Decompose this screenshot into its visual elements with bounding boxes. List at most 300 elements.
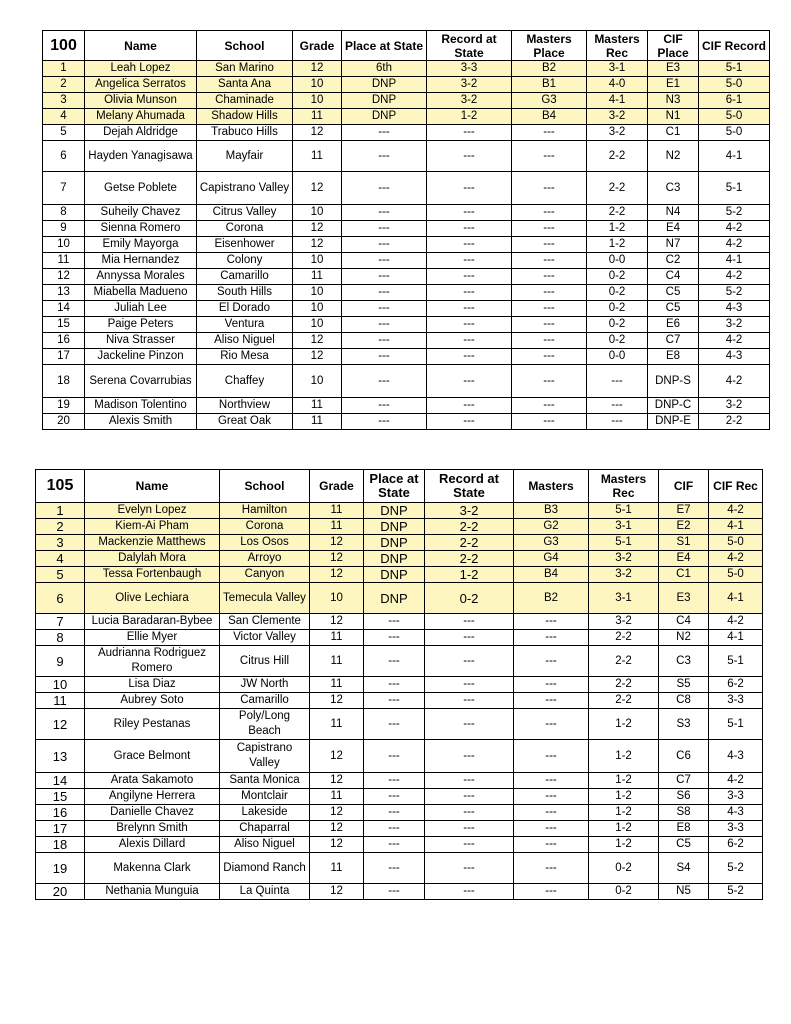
state-record-cell: --- — [425, 630, 514, 646]
wrestler-name: Olive Lechiara — [85, 583, 220, 614]
state-place-cell: --- — [364, 740, 425, 773]
school-name: Aliso Niguel — [197, 333, 293, 349]
cif-record-cell: 3-3 — [709, 693, 763, 709]
rank-cell: 13 — [36, 740, 85, 773]
masters-place-cell: --- — [514, 884, 589, 900]
masters-place-cell: --- — [512, 333, 587, 349]
wrestler-name: Sienna Romero — [85, 221, 197, 237]
rank-cell: 5 — [36, 567, 85, 583]
masters-place-cell: --- — [512, 301, 587, 317]
state-place-cell: DNP — [342, 77, 427, 93]
rank-cell: 16 — [43, 333, 85, 349]
header-school: School — [197, 31, 293, 61]
masters-rec-cell: 0-2 — [587, 285, 648, 301]
header-state-place: Place at State — [342, 31, 427, 61]
cif-place-cell: E8 — [659, 821, 709, 837]
masters-rec-cell: 0-2 — [587, 301, 648, 317]
school-name: Capistrano Valley — [197, 172, 293, 205]
state-record-cell: 3-2 — [425, 503, 514, 519]
state-place-cell: DNP — [342, 109, 427, 125]
rank-cell: 2 — [43, 77, 85, 93]
grade-cell: 11 — [293, 414, 342, 430]
masters-place-cell: B1 — [512, 77, 587, 93]
wrestler-name: Suheily Chavez — [85, 205, 197, 221]
header-state-place: Place at State — [364, 470, 425, 503]
grade-cell: 12 — [293, 349, 342, 365]
masters-rec-cell: 1-2 — [589, 821, 659, 837]
school-name: Capistrano Valley — [220, 740, 310, 773]
wrestler-name: Juliah Lee — [85, 301, 197, 317]
school-name: Montclair — [220, 789, 310, 805]
state-record-cell: --- — [427, 365, 512, 398]
masters-rec-cell: 1-2 — [589, 805, 659, 821]
rank-cell: 3 — [36, 535, 85, 551]
rank-cell: 13 — [43, 285, 85, 301]
cif-place-cell: C5 — [659, 837, 709, 853]
table-row — [43, 77, 770, 93]
state-place-cell: DNP — [364, 551, 425, 567]
state-place-cell: DNP — [364, 535, 425, 551]
header-masters: Masters — [514, 470, 589, 503]
masters-place-cell: --- — [514, 805, 589, 821]
masters-rec-cell: 0-2 — [587, 317, 648, 333]
rank-cell: 6 — [43, 141, 85, 172]
school-name: Santa Monica — [220, 773, 310, 789]
cif-record-cell: 5-2 — [699, 205, 770, 221]
state-place-cell: DNP — [342, 93, 427, 109]
state-place-cell: --- — [342, 285, 427, 301]
cif-record-cell: 5-1 — [699, 172, 770, 205]
cif-place-cell: C3 — [659, 646, 709, 677]
grade-cell: 11 — [293, 141, 342, 172]
cif-place-cell: E8 — [648, 349, 699, 365]
cif-place-cell: S4 — [659, 853, 709, 884]
wrestler-name: Mia Hernandez — [85, 253, 197, 269]
table-row — [36, 614, 763, 630]
grade-cell: 12 — [310, 884, 364, 900]
state-record-cell: 2-2 — [425, 551, 514, 567]
header-state-record: Record at State — [427, 31, 512, 61]
cif-place-cell: DNP-S — [648, 365, 699, 398]
cif-place-cell: S5 — [659, 677, 709, 693]
cif-place-cell: C8 — [659, 693, 709, 709]
state-record-cell: --- — [427, 301, 512, 317]
school-name: Diamond Ranch — [220, 853, 310, 884]
cif-record-cell: 5-0 — [709, 535, 763, 551]
masters-place-cell: --- — [512, 317, 587, 333]
weight-100-table — [42, 30, 770, 430]
cif-record-cell: 4-3 — [709, 805, 763, 821]
school-name: Poly/Long Beach — [220, 709, 310, 740]
state-record-cell: --- — [425, 646, 514, 677]
state-record-cell: --- — [427, 172, 512, 205]
state-record-cell: --- — [427, 221, 512, 237]
rank-cell: 8 — [36, 630, 85, 646]
wrestler-name: Tessa Fortenbaugh — [85, 567, 220, 583]
wrestler-name: Dejah Aldridge — [85, 125, 197, 141]
state-place-cell: --- — [364, 789, 425, 805]
state-record-cell: --- — [425, 693, 514, 709]
rank-cell: 19 — [43, 398, 85, 414]
cif-record-cell: 4-2 — [709, 773, 763, 789]
table-row — [36, 821, 763, 837]
cif-place-cell: N3 — [648, 93, 699, 109]
cif-record-cell: 5-0 — [699, 77, 770, 93]
state-record-cell: --- — [425, 837, 514, 853]
cif-place-cell: S3 — [659, 709, 709, 740]
cif-record-cell: 6-2 — [709, 837, 763, 853]
masters-place-cell: G3 — [512, 93, 587, 109]
grade-cell: 10 — [293, 205, 342, 221]
wrestler-name: Audrianna Rodriguez Romero — [85, 646, 220, 677]
header-state-record: Record at State — [425, 470, 514, 503]
state-place-cell: --- — [364, 821, 425, 837]
masters-rec-cell: --- — [587, 365, 648, 398]
wrestler-name: Lisa Diaz — [85, 677, 220, 693]
wrestler-name: Serena Covarrubias — [85, 365, 197, 398]
cif-place-cell: DNP-E — [648, 414, 699, 430]
school-name: Camarillo — [197, 269, 293, 285]
state-record-cell: 3-2 — [427, 77, 512, 93]
school-name: San Marino — [197, 61, 293, 77]
cif-record-cell: 4-2 — [709, 503, 763, 519]
state-place-cell: --- — [342, 333, 427, 349]
school-name: Chaminade — [197, 93, 293, 109]
wrestler-name: Annyssa Morales — [85, 269, 197, 285]
state-place-cell: DNP — [364, 583, 425, 614]
masters-place-cell: --- — [512, 398, 587, 414]
cif-record-cell: 3-3 — [709, 789, 763, 805]
weight-class-label: 100 — [43, 31, 85, 61]
cif-place-cell: S1 — [659, 535, 709, 551]
table-row — [43, 398, 770, 414]
masters-place-cell: G3 — [514, 535, 589, 551]
cif-record-cell: 5-0 — [699, 109, 770, 125]
cif-record-cell: 4-1 — [709, 583, 763, 614]
state-record-cell: 2-2 — [425, 519, 514, 535]
state-place-cell: --- — [342, 414, 427, 430]
masters-place-cell: --- — [512, 285, 587, 301]
masters-rec-cell: 3-1 — [587, 61, 648, 77]
school-name: Eisenhower — [197, 237, 293, 253]
rank-cell: 18 — [36, 837, 85, 853]
masters-place-cell: --- — [512, 221, 587, 237]
wrestler-name: Leah Lopez — [85, 61, 197, 77]
masters-place-cell: --- — [514, 853, 589, 884]
cif-place-cell: C4 — [648, 269, 699, 285]
school-name: Aliso Niguel — [220, 837, 310, 853]
grade-cell: 12 — [310, 821, 364, 837]
table-row — [36, 583, 763, 614]
masters-place-cell: B2 — [514, 583, 589, 614]
cif-record-cell: 4-2 — [709, 614, 763, 630]
masters-place-cell: --- — [514, 614, 589, 630]
masters-place-cell: G4 — [514, 551, 589, 567]
cif-place-cell: E4 — [648, 221, 699, 237]
masters-rec-cell: 2-2 — [589, 646, 659, 677]
grade-cell: 12 — [293, 61, 342, 77]
wrestler-name: Jackeline Pinzon — [85, 349, 197, 365]
masters-rec-cell: 0-2 — [587, 333, 648, 349]
table-row — [43, 61, 770, 77]
state-place-cell: --- — [364, 884, 425, 900]
school-name: Chaffey — [197, 365, 293, 398]
wrestler-name: Lucia Baradaran-Bybee — [85, 614, 220, 630]
state-place-cell: --- — [342, 125, 427, 141]
cif-record-cell: 5-1 — [709, 709, 763, 740]
wrestler-name: Grace Belmont — [85, 740, 220, 773]
masters-place-cell: --- — [512, 125, 587, 141]
masters-place-cell: --- — [512, 172, 587, 205]
table-row — [36, 503, 763, 519]
masters-place-cell: --- — [514, 709, 589, 740]
rank-cell: 3 — [43, 93, 85, 109]
cif-record-cell: 3-3 — [709, 821, 763, 837]
grade-cell: 11 — [310, 677, 364, 693]
cif-place-cell: N7 — [648, 237, 699, 253]
rank-cell: 18 — [43, 365, 85, 398]
masters-rec-cell: 4-0 — [587, 77, 648, 93]
state-record-cell: 1-2 — [425, 567, 514, 583]
masters-rec-cell: 3-2 — [587, 125, 648, 141]
rank-cell: 7 — [43, 172, 85, 205]
weight-105-body — [36, 503, 763, 900]
table-row — [43, 205, 770, 221]
rank-cell: 4 — [36, 551, 85, 567]
wrestler-name: Nethania Munguia — [85, 884, 220, 900]
cif-record-cell: 4-1 — [699, 141, 770, 172]
masters-place-cell: --- — [514, 646, 589, 677]
cif-record-cell: 4-2 — [699, 269, 770, 285]
table-row — [36, 535, 763, 551]
rank-cell: 17 — [36, 821, 85, 837]
wrestler-name: Emily Mayorga — [85, 237, 197, 253]
header-grade: Grade — [310, 470, 364, 503]
table-row — [43, 125, 770, 141]
table-row — [43, 253, 770, 269]
cif-record-cell: 5-1 — [709, 646, 763, 677]
school-name: Citrus Valley — [197, 205, 293, 221]
rank-cell: 10 — [36, 677, 85, 693]
grade-cell: 10 — [293, 77, 342, 93]
school-name: Temecula Valley — [220, 583, 310, 614]
school-name: Northview — [197, 398, 293, 414]
cif-record-cell: 4-1 — [699, 253, 770, 269]
cif-place-cell: S6 — [659, 789, 709, 805]
cif-place-cell: C1 — [648, 125, 699, 141]
table-row — [36, 646, 763, 677]
table-row — [36, 630, 763, 646]
state-record-cell: 1-2 — [427, 109, 512, 125]
state-place-cell: --- — [364, 853, 425, 884]
cif-place-cell: DNP-C — [648, 398, 699, 414]
grade-cell: 11 — [310, 519, 364, 535]
masters-place-cell: --- — [512, 365, 587, 398]
cif-record-cell: 4-2 — [699, 237, 770, 253]
cif-place-cell: C6 — [659, 740, 709, 773]
table-row — [43, 221, 770, 237]
state-place-cell: --- — [342, 365, 427, 398]
grade-cell: 11 — [293, 269, 342, 285]
school-name: Great Oak — [197, 414, 293, 430]
state-place-cell: --- — [342, 301, 427, 317]
table-row — [43, 93, 770, 109]
table-row — [36, 677, 763, 693]
state-place-cell: --- — [364, 630, 425, 646]
wrestler-name: Brelynn Smith — [85, 821, 220, 837]
grade-cell: 12 — [310, 837, 364, 853]
wrestler-name: Danielle Chavez — [85, 805, 220, 821]
grade-cell: 12 — [310, 740, 364, 773]
masters-rec-cell: 1-2 — [589, 773, 659, 789]
state-place-cell: --- — [364, 646, 425, 677]
grade-cell: 11 — [310, 646, 364, 677]
state-place-cell: --- — [364, 614, 425, 630]
wrestler-name: Paige Peters — [85, 317, 197, 333]
table-row — [36, 853, 763, 884]
cif-place-cell: N2 — [659, 630, 709, 646]
header-cif-rec: CIF Rec — [709, 470, 763, 503]
state-place-cell: --- — [342, 269, 427, 285]
state-record-cell: --- — [425, 789, 514, 805]
state-record-cell: --- — [427, 237, 512, 253]
cif-record-cell: 4-3 — [709, 740, 763, 773]
school-name: El Dorado — [197, 301, 293, 317]
state-record-cell: --- — [427, 349, 512, 365]
state-place-cell: 6th — [342, 61, 427, 77]
rank-cell: 5 — [43, 125, 85, 141]
state-place-cell: --- — [364, 805, 425, 821]
rank-cell: 8 — [43, 205, 85, 221]
header-masters-rec: Masters Rec — [587, 31, 648, 61]
wrestler-name: Angilyne Herrera — [85, 789, 220, 805]
masters-rec-cell: 0-0 — [587, 349, 648, 365]
wrestler-name: Olivia Munson — [85, 93, 197, 109]
masters-rec-cell: 2-2 — [589, 693, 659, 709]
masters-rec-cell: 3-2 — [589, 614, 659, 630]
masters-rec-cell: 5-1 — [589, 503, 659, 519]
wrestler-name: Makenna Clark — [85, 853, 220, 884]
state-record-cell: --- — [425, 677, 514, 693]
masters-rec-cell: 3-1 — [589, 519, 659, 535]
table-row — [43, 141, 770, 172]
table-row — [36, 773, 763, 789]
state-place-cell: --- — [364, 693, 425, 709]
school-name: Santa Ana — [197, 77, 293, 93]
cif-place-cell: C7 — [659, 773, 709, 789]
masters-place-cell: --- — [514, 677, 589, 693]
masters-place-cell: --- — [514, 789, 589, 805]
school-name: Ventura — [197, 317, 293, 333]
rank-cell: 14 — [43, 301, 85, 317]
state-place-cell: DNP — [364, 519, 425, 535]
cif-place-cell: N1 — [648, 109, 699, 125]
masters-place-cell: --- — [512, 349, 587, 365]
school-name: Hamilton — [220, 503, 310, 519]
state-place-cell: --- — [342, 205, 427, 221]
grade-cell: 10 — [293, 365, 342, 398]
table-row — [36, 567, 763, 583]
cif-record-cell: 5-1 — [699, 61, 770, 77]
cif-place-cell: C2 — [648, 253, 699, 269]
state-record-cell: --- — [425, 773, 514, 789]
state-record-cell: --- — [427, 125, 512, 141]
cif-place-cell: C5 — [648, 285, 699, 301]
school-name: San Clemente — [220, 614, 310, 630]
rank-cell: 14 — [36, 773, 85, 789]
masters-rec-cell: --- — [587, 398, 648, 414]
cif-place-cell: E6 — [648, 317, 699, 333]
grade-cell: 12 — [293, 221, 342, 237]
masters-place-cell: --- — [514, 630, 589, 646]
state-record-cell: --- — [425, 805, 514, 821]
table-row — [43, 301, 770, 317]
table-row — [43, 414, 770, 430]
wrestler-name: Alexis Dillard — [85, 837, 220, 853]
masters-place-cell: --- — [514, 693, 589, 709]
header-cif-record: CIF Record — [699, 31, 770, 61]
grade-cell: 10 — [310, 583, 364, 614]
masters-place-cell: --- — [512, 205, 587, 221]
rank-cell: 11 — [43, 253, 85, 269]
weight-100-body — [43, 61, 770, 430]
table-row — [36, 837, 763, 853]
cif-place-cell: E3 — [648, 61, 699, 77]
wrestler-name: Getse Poblete — [85, 172, 197, 205]
state-record-cell: --- — [427, 269, 512, 285]
state-record-cell: --- — [427, 317, 512, 333]
cif-record-cell: 5-0 — [699, 125, 770, 141]
school-name: Lakeside — [220, 805, 310, 821]
school-name: Citrus Hill — [220, 646, 310, 677]
wrestler-name: Evelyn Lopez — [85, 503, 220, 519]
state-record-cell: 3-2 — [427, 93, 512, 109]
cif-place-cell: C5 — [648, 301, 699, 317]
school-name: JW North — [220, 677, 310, 693]
state-record-cell: 0-2 — [425, 583, 514, 614]
cif-record-cell: 4-2 — [699, 221, 770, 237]
state-record-cell: --- — [427, 398, 512, 414]
table-row — [43, 172, 770, 205]
wrestler-name: Alexis Smith — [85, 414, 197, 430]
state-place-cell: DNP — [364, 567, 425, 583]
school-name: Corona — [197, 221, 293, 237]
state-record-cell: 3-3 — [427, 61, 512, 77]
cif-place-cell: C4 — [659, 614, 709, 630]
school-name: Corona — [220, 519, 310, 535]
header-cif: CIF — [659, 470, 709, 503]
state-place-cell: --- — [364, 677, 425, 693]
state-place-cell: --- — [364, 709, 425, 740]
school-name: Mayfair — [197, 141, 293, 172]
cif-place-cell: N2 — [648, 141, 699, 172]
rank-cell: 20 — [36, 884, 85, 900]
grade-cell: 11 — [310, 853, 364, 884]
wrestler-name: Niva Strasser — [85, 333, 197, 349]
cif-record-cell: 5-2 — [709, 884, 763, 900]
state-record-cell: --- — [427, 333, 512, 349]
masters-place-cell: --- — [514, 821, 589, 837]
table-row — [43, 269, 770, 285]
cif-record-cell: 4-2 — [699, 365, 770, 398]
school-name: La Quinta — [220, 884, 310, 900]
wrestler-name: Dalylah Mora — [85, 551, 220, 567]
cif-place-cell: C1 — [659, 567, 709, 583]
header-school: School — [220, 470, 310, 503]
school-name: Los Osos — [220, 535, 310, 551]
table-row — [36, 884, 763, 900]
school-name: Arroyo — [220, 551, 310, 567]
